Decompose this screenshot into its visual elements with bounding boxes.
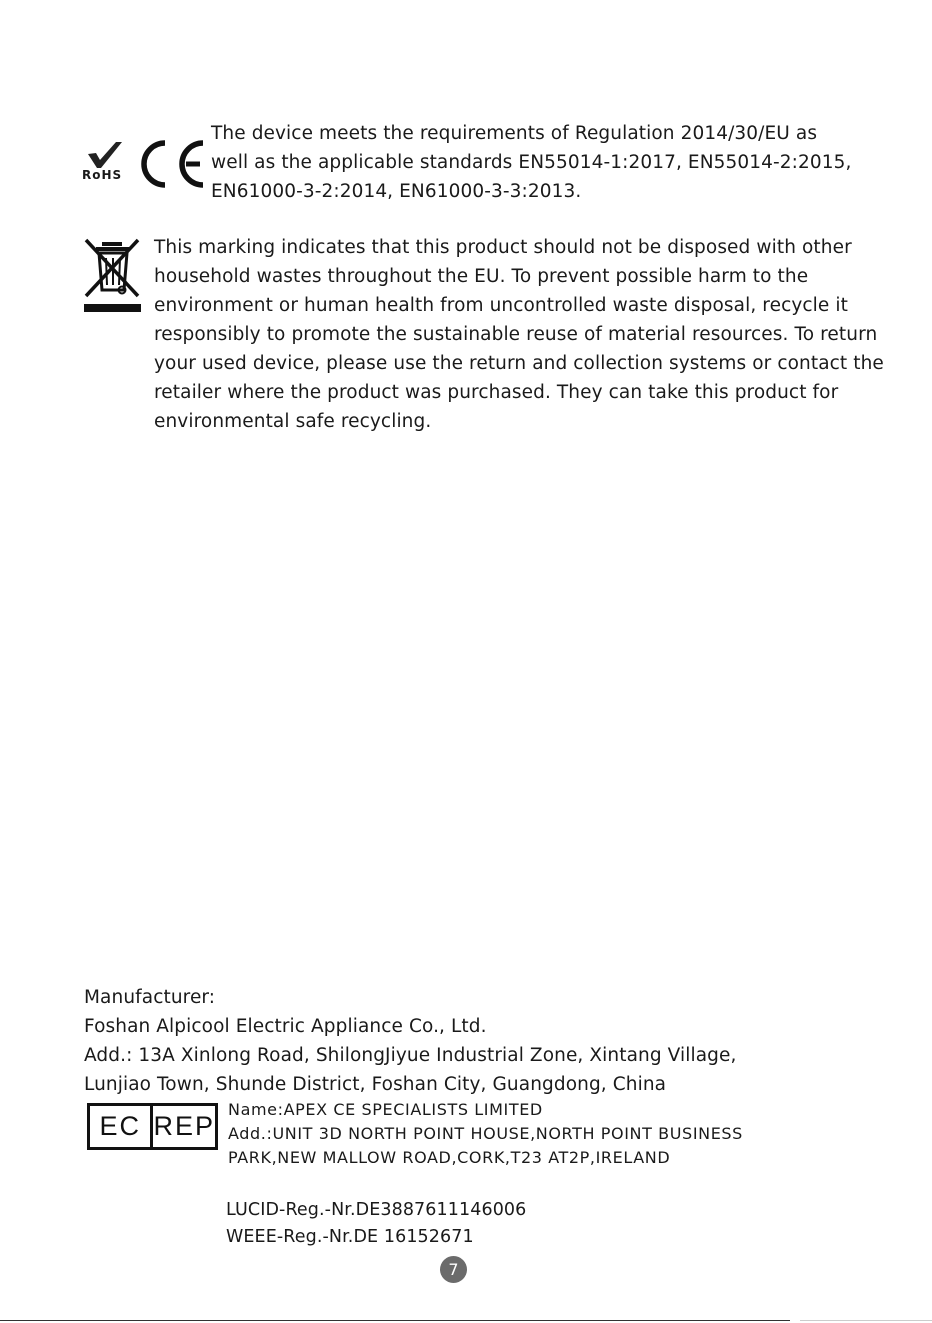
lucid-registration: LUCID-Reg.-Nr.DE3887611146006	[226, 1200, 527, 1220]
ec-rep-badge	[87, 1103, 218, 1150]
manufacturer-address: Add.: 13A Xinlong Road, ShilongJiyue Industrial Zone, Xintang Village,	[84, 1045, 737, 1066]
ec-rep-badge-left: EC	[90, 1106, 153, 1147]
weee-registration: WEEE-Reg.-Nr.DE 16152671	[226, 1227, 474, 1247]
manufacturer-address: Lunjiao Town, Shunde District, Foshan City, Guangdong, China	[84, 1074, 667, 1095]
ce-mark-icon	[140, 140, 206, 188]
manufacturer-name: Foshan Alpicool Electric Appliance Co., Ltd.	[84, 1016, 487, 1037]
weee-line: responsibly to promote the sustainable reuse of material resources. To return	[154, 324, 878, 345]
weee-statement	[154, 233, 884, 436]
weee-line: environmental safe recycling.	[154, 411, 432, 432]
weee-line: This marking indicates that this product should not be disposed with other	[154, 237, 852, 258]
compliance-statement	[211, 119, 851, 206]
registration-block	[226, 1197, 526, 1251]
crossed-bin-icon	[84, 238, 142, 314]
compliance-line: The device meets the requirements of Regulation 2014/30/EU as	[211, 123, 818, 144]
compliance-line: EN61000-3-2:2014, EN61000-3-3:2013.	[211, 181, 582, 202]
manufacturer-heading: Manufacturer:	[84, 987, 216, 1008]
weee-line: household wastes throughout the EU. To prevent possible harm to the	[154, 266, 809, 287]
weee-line: environment or human health from uncontrolled waste disposal, recycle it	[154, 295, 848, 316]
weee-line: retailer where the product was purchased. They can take this product for	[154, 382, 839, 403]
checkmark-icon	[80, 140, 130, 170]
ec-rep-details	[228, 1098, 743, 1170]
ec-rep-address: Add.:UNIT 3D NORTH POINT HOUSE,NORTH POINT BUSINESS	[228, 1124, 743, 1143]
rohs-label: RoHS	[82, 168, 123, 182]
rohs-logo	[80, 140, 130, 184]
ec-rep-address: PARK,NEW MALLOW ROAD,CORK,T23 AT2P,IRELAND	[228, 1148, 671, 1167]
ec-rep-name: Name:APEX CE SPECIALISTS LIMITED	[228, 1100, 543, 1119]
bottom-divider-faint	[800, 1320, 932, 1321]
manufacturer-block	[84, 983, 736, 1099]
page-number: 7	[440, 1256, 467, 1283]
ec-rep-badge-right: REP	[153, 1111, 215, 1141]
bottom-divider	[0, 1320, 790, 1321]
compliance-line: well as the applicable standards EN55014-1:2017, EN55014-2:2015,	[211, 152, 852, 173]
weee-line: your used device, please use the return and collection systems or contact the	[154, 353, 884, 374]
